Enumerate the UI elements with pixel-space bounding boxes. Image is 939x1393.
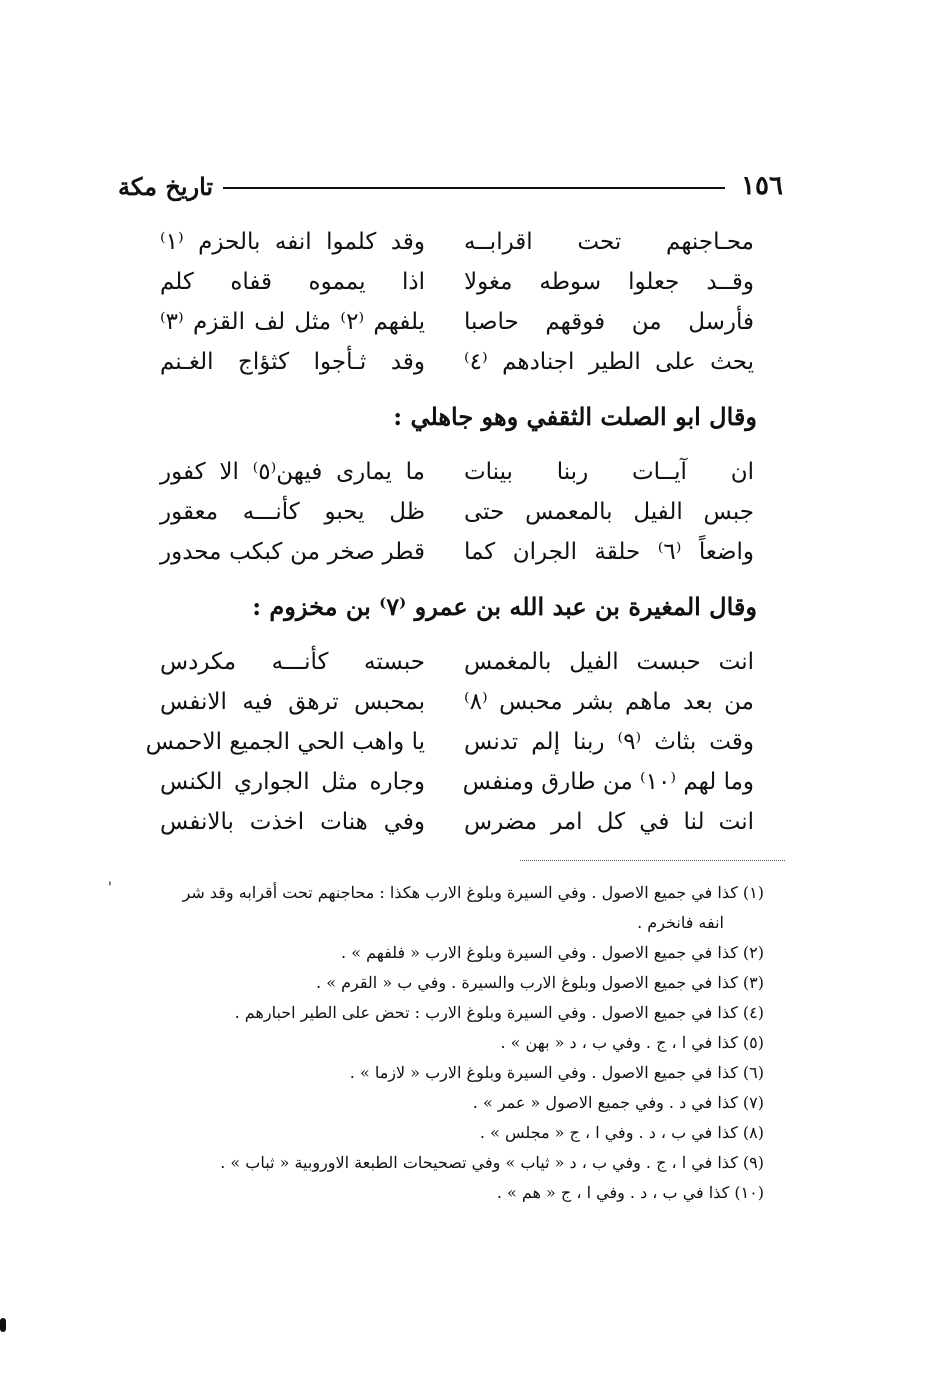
verse: [160, 262, 754, 302]
poem-intro: وقال المغيرة بن عبد الله بن عمرو ⁽٧⁾ بن مخزوم :: [252, 592, 757, 621]
second-hemistich: وجاره مثل الجواري الكنس: [160, 769, 425, 795]
first-hemistich: ان آيــات ربنا بينات: [464, 459, 754, 485]
footnote: (٧) كذا في د . وفي جميع الاصول « عمر » .: [472, 1093, 764, 1112]
verse: [160, 802, 754, 842]
first-hemistich: انت لنا في كل امر مضرس: [464, 809, 754, 835]
first-hemistich: محـاجنهم تحت اقرابــه: [464, 229, 754, 255]
poem-stanza-2: [160, 452, 754, 572]
page-header: [118, 168, 783, 204]
verse: [160, 342, 754, 382]
footnotes: [120, 878, 764, 1208]
second-hemistich: يلفهم ⁽٢⁾ مثل لف القزم ⁽٣⁾: [160, 309, 425, 335]
verse: [160, 492, 754, 532]
poem-stanza-1: [160, 222, 754, 382]
verse: [160, 222, 754, 262]
margin-mark: ': [108, 880, 112, 896]
running-title: تاريخ مكة: [118, 171, 214, 201]
second-hemistich: وفي هنات اخذت بالانفس: [160, 809, 425, 835]
verse: [160, 532, 754, 572]
second-hemistich: ظل يحبو كأنـــه معقور: [160, 499, 425, 525]
first-hemistich: فأرسل من فوقهم حاصبا: [464, 309, 754, 335]
verse: [160, 642, 754, 682]
footnote: (٤) كذا في جميع الاصول . وفي السيرة وبلوغ الارب : تحض على الطير احبارهم .: [234, 1003, 764, 1022]
footnote-text: (١) كذا في جميع الاصول . وفي السيرة وبلوغ الارب هكذا : محاجنهم تحت أقرابه وقد شر: [182, 883, 764, 902]
footnote: (٢) كذا في جميع الاصول . وفي السيرة وبلوغ الارب « فلفهم » .: [341, 943, 764, 962]
footnote: (٥) كذا في ا ، ج . وفي ب ، د « بهن » .: [500, 1033, 764, 1052]
second-hemistich: ما يمارى فيهن⁽٥⁾ الا كفور: [160, 459, 425, 485]
first-hemistich: انت حبست الفيل بالمغمس: [464, 649, 754, 675]
footnote-separator: [520, 860, 785, 861]
second-hemistich: يا واهب الحي الجميع الاحمس: [145, 729, 425, 755]
verse: [160, 302, 754, 342]
second-hemistich: وقد ثـأجوا كثؤاج الغـنم: [160, 349, 425, 375]
second-hemistich: وقد كلموا انفه بالحزم ⁽١⁾: [160, 229, 425, 255]
second-hemistich: بمحبس ترهق فيه الانفس: [160, 689, 425, 715]
second-hemistich: حبسته كأنـــه مكردس: [160, 649, 425, 675]
footnote-continuation: انفه فانخرم .: [637, 913, 724, 932]
footnote: (١٠) كذا في ب ، د . وفي ا ، ج « هم » .: [496, 1183, 764, 1202]
footnote: (٦) كذا في جميع الاصول . وفي السيرة وبلوغ الارب « لازما » .: [349, 1063, 764, 1082]
footnote: [120, 878, 764, 938]
poem-intro: وقال ابو الصلت الثقفي وهو جاهلي :: [393, 402, 757, 431]
verse: [145, 722, 754, 762]
first-hemistich: وما لهم ⁽١٠⁾ من طارق ومنفس: [462, 769, 754, 795]
footnote: (٩) كذا في ا ، ج . وفي ب ، د « ثياب » وفي تصحيحات الطبعة الاوروبية « ثباب » .: [220, 1153, 764, 1172]
first-hemistich: وقت بثاث ⁽٩⁾ ربنا إلم تدنس: [464, 729, 754, 755]
verse: [160, 452, 754, 492]
first-hemistich: جبس الفيل بالمعمس حتى: [464, 499, 754, 525]
first-hemistich: وقــد جعلوا سوطه مغولا: [464, 269, 754, 295]
poem-stanza-3: [145, 642, 754, 842]
page-number: ١٥٦: [741, 171, 783, 201]
first-hemistich: واضعاً ⁽٦⁾ حلقة الجران كما: [464, 539, 754, 565]
first-hemistich: من بعد ماهم بشر محبس ⁽٨⁾: [464, 689, 754, 715]
verse: [160, 682, 754, 722]
verse: [160, 762, 754, 802]
ink-blot: [0, 1318, 6, 1332]
header-rule: [223, 187, 725, 189]
first-hemistich: يحث على الطير اجنادهم ⁽٤⁾: [464, 349, 754, 375]
second-hemistich: قطر صخر من كبكب محدور: [160, 539, 425, 565]
second-hemistich: اذا يمموه قفاه كلم: [160, 269, 425, 295]
footnote: (٣) كذا في جميع الاصول وبلوغ الارب والسيرة . وفي ب « القرم » .: [316, 973, 764, 992]
footnote: (٨) كذا في ب ، د . وفي ا ، ج « مجلس » .: [479, 1123, 764, 1142]
